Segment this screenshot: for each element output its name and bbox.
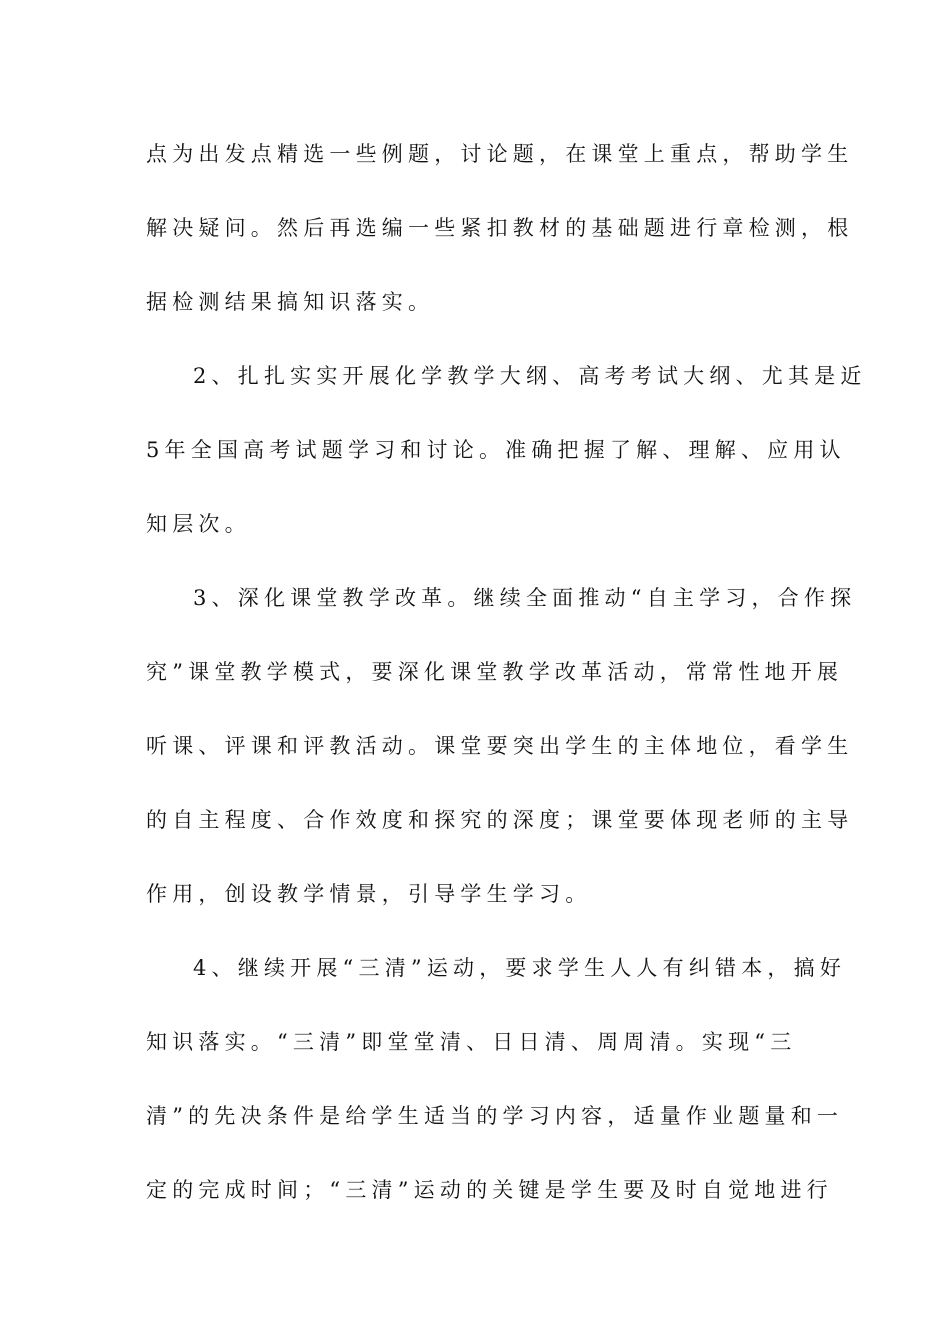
text-line: 点为出发点精选一些例题，讨论题，在课堂上重点，帮助学生 [146, 142, 854, 166]
text-line: 解决疑问。然后再选编一些紧扣教材的基础题进行章检测，根 [146, 216, 854, 240]
text-line: 知层次。 [146, 512, 251, 536]
text-line: 听课、评课和评教活动。课堂要突出学生的主体地位，看学生 [146, 734, 854, 758]
paragraph-first-line: 2、扎扎实实开展化学教学大纲、高考考试大纲、尤其是近 [193, 364, 867, 388]
text-line: 定的完成时间；“三清”运动的关键是学生要及时自觉地进行 [146, 1178, 833, 1202]
text-line: 据检测结果搞知识落实。 [146, 290, 435, 314]
text-line: 5年全国高考试题学习和讨论。准确把握了解、理解、应用认 [146, 438, 846, 462]
text-line: 的自主程度、合作效度和探究的深度；课堂要体现老师的主导 [146, 808, 854, 832]
paragraph-first-line: 4、继续开展“三清”运动，要求学生人人有纠错本，搞好 [193, 956, 847, 980]
text-line: 清”的先决条件是给学生适当的学习内容，适量作业题量和一 [146, 1104, 844, 1128]
text-line: 究”课堂教学模式，要深化课堂教学改革活动，常常性地开展 [146, 660, 844, 684]
text-line: 知识落实。“三清”即堂堂清、日日清、周周清。实现“三 [146, 1030, 797, 1054]
paragraph-first-line: 3、深化课堂教学改革。继续全面推动“自主学习，合作探 [193, 586, 857, 610]
document-body [146, 128, 867, 1238]
text-line: 作用，创设教学情景，引导学生学习。 [146, 882, 592, 906]
